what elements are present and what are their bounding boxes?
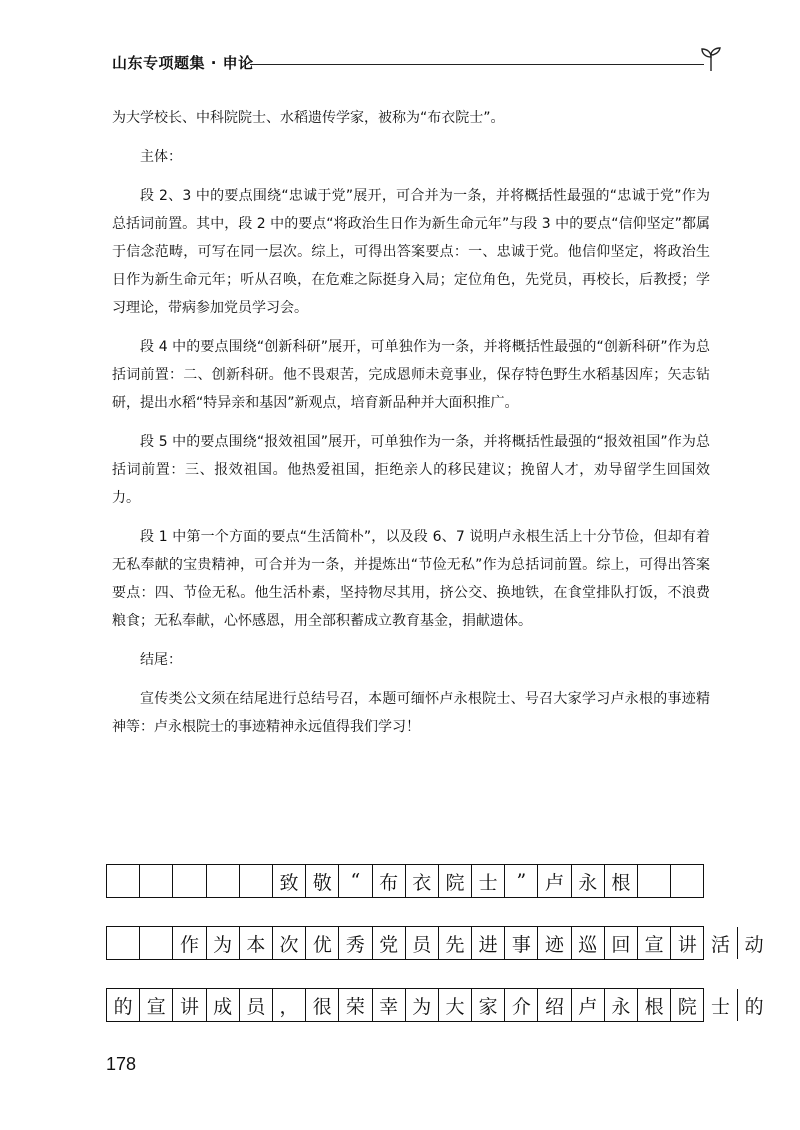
grid-cell: 回 (605, 927, 638, 959)
grid-cell: 活 (704, 927, 737, 959)
grid-cell: 宣 (638, 927, 671, 959)
grid-cell (704, 865, 737, 897)
body-paragraph: 为大学校长、中科院院士、水稻遗传学家，被称为“布衣院士”。 (112, 110, 505, 126)
grid-cell (207, 865, 240, 897)
grid-cell (107, 927, 140, 959)
grid-cell (107, 865, 140, 897)
grid-row (106, 926, 764, 960)
body-paragraph: 段 1 中第一个方面的要点“生活简朴”，以及段 6、7 说明卢永根生活上十分节俭，但却有着无私奉献的宝贵精神，可合并为一条，并提炼出“节俭无私”作为总括词前置。综上，可得出答案要点：四、节俭无私。他生活朴素，坚持物尽其用，挤公交、换地铁，在食堂排队打饭，不浪费粮食；无私奉献，心怀感恩，用全部积蓄成立教育基金，捐献遗体。 (112, 529, 710, 629)
grid-cell: 秀 (339, 927, 372, 959)
grid-cell: 员 (240, 989, 273, 1021)
answer-analysis-body (112, 104, 710, 752)
grid-cell: ” (505, 865, 538, 897)
grid-cell (140, 927, 173, 959)
grid-cell: 卢 (572, 989, 605, 1021)
grid-cell: 优 (306, 927, 339, 959)
grid-cell: 讲 (173, 989, 206, 1021)
body-paragraph: 段 5 中的要点围绕“报效祖国”展开，可单独作为一条，并将概括性最强的“报效祖国”作为总括词前置：三、报效祖国。他热爱祖国，拒绝亲人的移民建议；挽留人才，劝导留学生回国效力。 (112, 434, 710, 506)
body-paragraph: 宣传类公文须在结尾进行总结号召，本题可缅怀卢永根院士、号召大家学习卢永根的事迹精神等：卢永根院士的事迹精神永远值得我们学习！ (112, 691, 710, 735)
grid-cell: 的 (744, 995, 764, 1018)
grid-cell: 事 (505, 927, 538, 959)
grid-cell: 卢 (538, 865, 571, 897)
grid-cell: 布 (373, 865, 406, 897)
grid-cell: 先 (439, 927, 472, 959)
grid-cell: 宣 (140, 989, 173, 1021)
page-number: 178 (106, 1054, 137, 1074)
grid-cell: 员 (406, 927, 439, 959)
grid-cell: ， (273, 989, 306, 1021)
grid-cell: 次 (273, 927, 306, 959)
grid-row (106, 864, 704, 898)
grid-row (106, 988, 764, 1022)
grid-cell: 迹 (538, 927, 571, 959)
grid-cell: 巡 (572, 927, 605, 959)
grid-cell: 的 (107, 989, 140, 1021)
body-paragraph: 段 2、3 中的要点围绕“忠诚于党”展开，可合并为一条，并将概括性最强的“忠诚于党”作为总括词前置。其中，段 2 中的要点“将政治生日作为新生命元年”与段 3 中的要点“信仰坚定”都属于信念范畴，可写在同一层次。综上，可得出答案要点：一、忠诚于党。他信仰坚定，将政治生日作为新生命元年；听从召唤，在危难之际挺身入局；定位角色，先党员，再校长，后教授；学习理论，带病参加党员学习会。 (112, 188, 710, 316)
grid-cell: 党 (373, 927, 406, 959)
book-title: 山东专项题集 · 申论 (112, 54, 254, 72)
page-header (112, 46, 722, 80)
grid-cell: 永 (605, 989, 638, 1021)
grid-cell: 院 (439, 865, 472, 897)
answer-writing-grid (106, 864, 764, 1050)
sprout-icon (700, 46, 722, 72)
grid-cell: 荣 (339, 989, 372, 1021)
grid-cell: 介 (505, 989, 538, 1021)
grid-cell: 绍 (538, 989, 571, 1021)
grid-cell: 为 (207, 927, 240, 959)
grid-cell: 根 (605, 865, 638, 897)
grid-cell: 成 (207, 989, 240, 1021)
grid-cell: 进 (472, 927, 505, 959)
grid-cell (671, 865, 704, 897)
grid-cell: 作 (173, 927, 206, 959)
grid-cell (240, 865, 273, 897)
grid-cell: 家 (472, 989, 505, 1021)
grid-cell (140, 865, 173, 897)
body-paragraph: 结尾： (140, 652, 182, 668)
grid-cell: 大 (439, 989, 472, 1021)
grid-cell: 很 (306, 989, 339, 1021)
body-paragraph: 主体： (140, 149, 182, 165)
grid-cell: 衣 (406, 865, 439, 897)
grid-cell: 动 (744, 933, 764, 956)
grid-cell: 士 (704, 989, 737, 1021)
grid-cell: 根 (638, 989, 671, 1021)
body-paragraph: 段 4 中的要点围绕“创新科研”展开，可单独作为一条，并将概括性最强的“创新科研”作为总括词前置：二、创新科研。他不畏艰苦，完成恩师未竟事业，保存特色野生水稻基因库；矢志钻研，提出水稻“特异亲和基因”新观点，培育新品种并大面积推广。 (112, 339, 710, 411)
grid-cell: 敬 (306, 865, 339, 897)
grid-cell (638, 865, 671, 897)
header-rule (250, 64, 704, 65)
grid-cell: “ (339, 865, 372, 897)
grid-cell: 士 (472, 865, 505, 897)
grid-cell: 永 (572, 865, 605, 897)
grid-cell: 致 (273, 865, 306, 897)
grid-cell: 院 (671, 989, 704, 1021)
grid-cell: 幸 (373, 989, 406, 1021)
grid-cell: 为 (406, 989, 439, 1021)
grid-cell: 本 (240, 927, 273, 959)
grid-cell: 讲 (671, 927, 704, 959)
grid-cell (173, 865, 206, 897)
